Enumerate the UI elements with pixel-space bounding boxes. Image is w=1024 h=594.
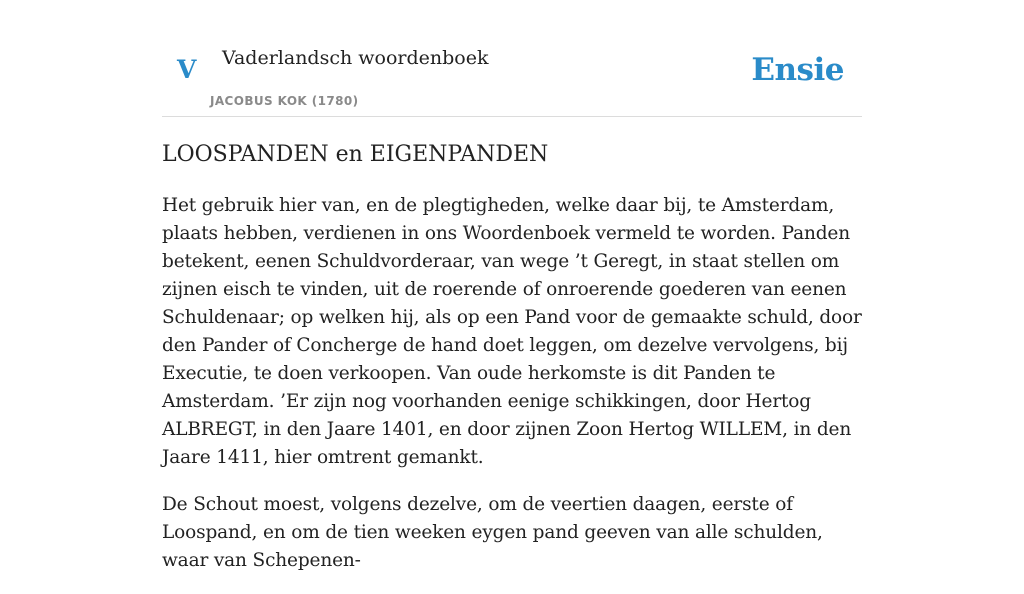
entry-title: LOOSPANDEN en EIGENPANDEN [162,142,549,167]
ensie-logo[interactable]: Ensie [751,52,844,88]
letter-index[interactable]: V [177,55,197,84]
entry-paragraph: De Schout moest, volgens dezelve, om de veertien daagen, eerste of Loospand, en om de tien weeken eygen pand geeven van alle schulden, waar van Schepenen- [162,494,823,571]
header [162,0,862,117]
entry-body [162,192,864,594]
entry-paragraph: Het gebruik hier van, en de plegtigheden, welke daar bij, te Amsterdam, plaats hebben, verdienen in ons Woordenboek vermeld te worden. Panden betekent, eenen Schuldvorderaar, van wege ’t Geregt, in staat stellen om zijnen eisch te vinden, uit de roerende of onroerende goederen van eenen Schuldenaar; op welken hij, als op een Pand voor de gemaakte schuld, door den Pander of Concherge de hand doet leggen, om dezelve vervolgens, bij Executie, te doen verkoopen. Van oude herkomste is dit Panden te Amsterdam. ’Er zijn nog voorhanden eenige schikkingen, door Hertog ALBREGT, in den Jaare 1401, en door zijnen Zoon Hertog WILLEM, in den Jaare 1411, hier omtrent gemankt. [162,195,862,468]
author-line: JACOBUS KOK (1780) [210,94,359,108]
book-title-link[interactable]: Vaderlandsch woordenboek [222,47,489,69]
